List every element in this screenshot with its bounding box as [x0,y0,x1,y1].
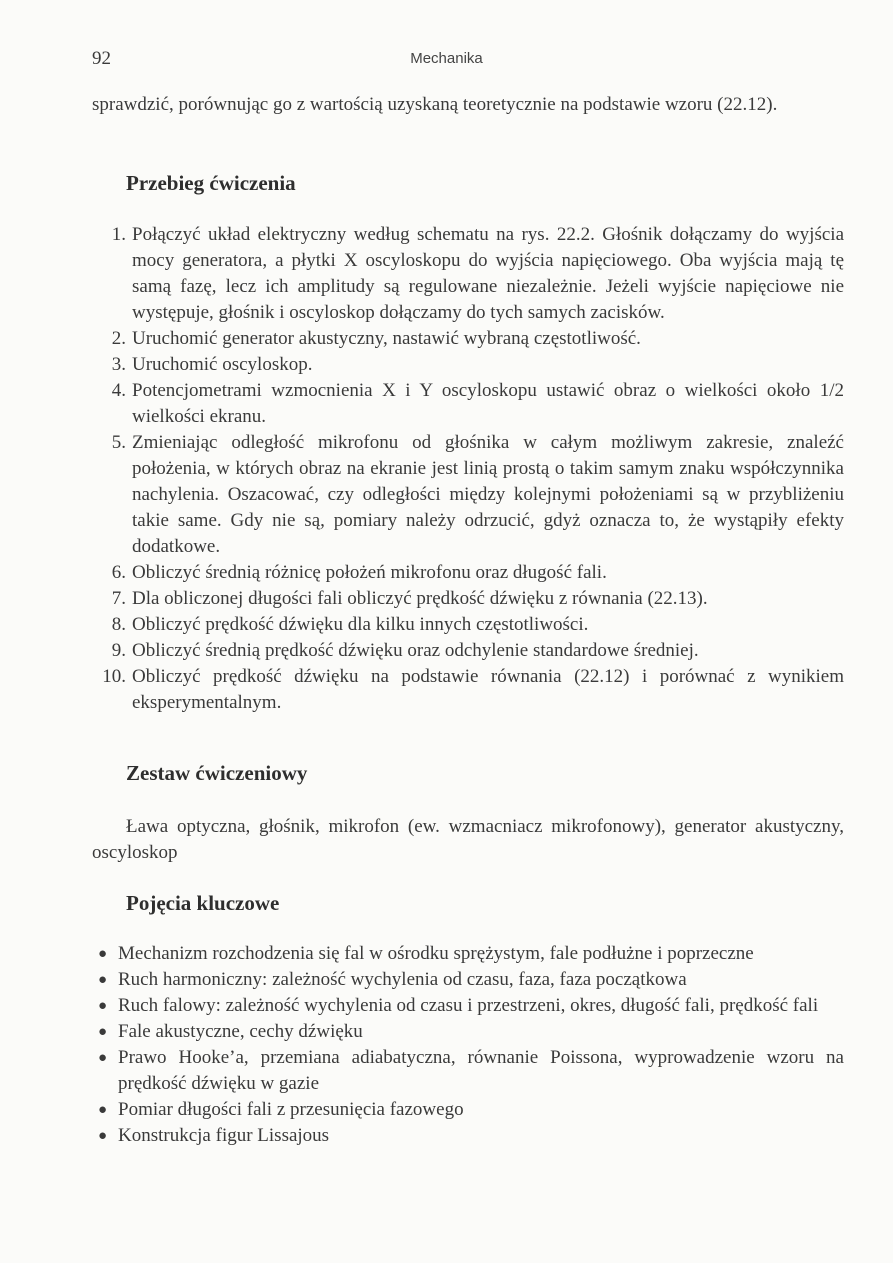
step-text: Zmieniając odległość mikrofonu od głośnika w całym możliwym zakresie, znaleźć położenia, w których obraz na ekranie jest linią prostą o takim samym znaku współczynnika nachylenia. Oszacować, czy odległości między kolejnymi położeniami są w przybliżeniu takie same. Gdy nie są, pomiary należy odrzucić, gdyż oznacza to, że wystąpiły efekty dodatkowe. [132,432,844,557]
key-concept-text: Fale akustyczne, cechy dźwięku [118,1021,363,1042]
step-number: 4. [111,380,126,401]
key-concept-text: Mechanizm rozchodzenia się fal w ośrodku sprężystym, fale podłużne i poprzeczne [118,943,754,964]
bullet-icon: ● [98,1050,108,1066]
step-number: 7. [111,588,126,609]
key-concept-text: Prawo Hooke’a, przemiana adiabatyczna, równanie Poissona, wyprowadzenie wzoru na prędkość dźwięku w gazie [118,1047,844,1094]
procedure-step [92,638,844,664]
procedure-steps-list [92,222,844,716]
key-concept-item [92,1045,844,1097]
procedure-step [92,586,844,612]
bullet-icon: ● [98,1128,108,1144]
step-number: 8. [111,614,126,635]
bullet-icon: ● [98,946,108,962]
step-text: Połączyć układ elektryczny według schematu na rys. 22.2. Głośnik dołączamy do wyjścia mocy generatora, a płytki X oscyloskopu do wyjścia napięciowego. Oba wyjścia mają tę samą fazę, lecz ich amplitudy są regulowane niezależnie. Jeżeli wyjście napięciowe nie występuje, głośnik i oscyloskop dołączamy do tych samych zacisków. [132,224,844,323]
bullet-icon: ● [98,998,108,1014]
step-text: Obliczyć średnią różnicę położeń mikrofonu oraz długość fali. [132,562,607,583]
procedure-step [92,560,844,586]
key-concepts-list [92,941,844,1149]
step-text: Obliczyć średnią prędkość dźwięku oraz odchylenie standardowe średniej. [132,640,699,661]
key-concept-text: Pomiar długości fali z przesunięcia fazowego [118,1099,464,1120]
step-number: 2. [111,328,126,349]
step-text: Dla obliczonej długości fali obliczyć prędkość dźwięku z równania (22.13). [132,588,708,609]
bullet-icon: ● [98,1102,108,1118]
section-heading-key-concepts: Pojęcia kluczowe [126,891,280,915]
step-number: 1. [111,224,126,245]
bullet-icon: ● [98,972,108,988]
key-concept-text: Konstrukcja figur Lissajous [118,1125,330,1146]
equipment-paragraph: Ława optyczna, głośnik, mikrofon (ew. wzmacniacz mikrofonowy), generator akustyczny, oscyloskop [92,816,844,863]
key-concept-item [92,1123,844,1149]
procedure-step [92,222,844,326]
step-text: Potencjometrami wzmocnienia X i Y oscyloskopu ustawić obraz o wielkości około 1/2 wielkości ekranu. [132,380,844,427]
procedure-step [92,378,844,430]
page-number: 92 [92,48,111,69]
section-heading-equipment: Zestaw ćwiczeniowy [126,761,308,785]
step-number: 5. [111,432,126,453]
key-concept-text: Ruch harmoniczny: zależność wychylenia od czasu, faza, faza początkowa [118,969,687,990]
key-concept-text: Ruch falowy: zależność wychylenia od czasu i przestrzeni, okres, długość fali, prędkość fali [118,995,819,1016]
procedure-step [92,612,844,638]
running-head: Mechanika [410,50,483,67]
procedure-step [92,352,844,378]
step-text: Uruchomić oscyloskop. [132,354,313,375]
key-concept-item [92,993,844,1019]
step-number: 6. [111,562,126,583]
step-text: Obliczyć prędkość dźwięku na podstawie równania (22.12) i porównać z wynikiem eksperymentalnym. [132,666,844,713]
step-text: Uruchomić generator akustyczny, nastawić wybraną częstotliwość. [132,328,641,349]
procedure-step [92,664,844,716]
step-number: 9. [111,640,126,661]
procedure-step [92,430,844,560]
key-concept-item [92,1097,844,1123]
step-number: 10. [102,666,126,687]
section-heading-procedure: Przebieg ćwiczenia [126,171,296,195]
step-number: 3. [111,354,126,375]
bullet-icon: ● [98,1024,108,1040]
step-text: Obliczyć prędkość dźwięku dla kilku innych częstotliwości. [132,614,589,635]
intro-paragraph: sprawdzić, porównując go z wartością uzyskaną teoretycznie na podstawie wzoru (22.12). [92,94,778,115]
key-concept-item [92,1019,844,1045]
procedure-step [92,326,844,352]
key-concept-item [92,941,844,967]
key-concept-item [92,967,844,993]
